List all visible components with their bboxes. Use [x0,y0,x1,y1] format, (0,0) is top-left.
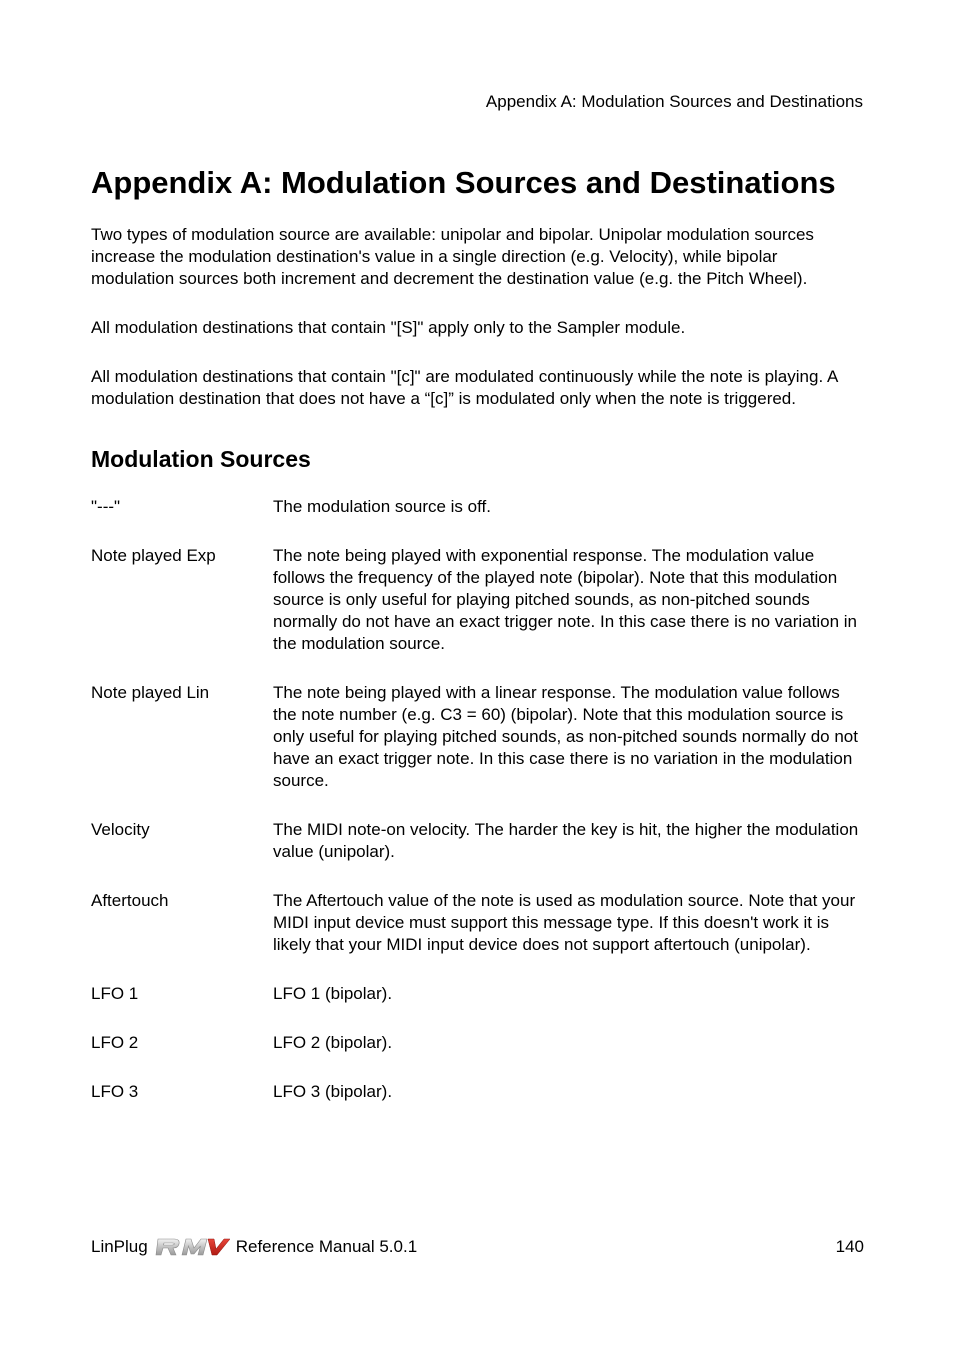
modulation-sources-list [91,496,864,1103]
list-item [91,1032,864,1054]
page-footer [91,1236,864,1258]
section-heading: Modulation Sources [91,446,311,472]
page-title: Appendix A: Modulation Sources and Destinations [91,165,836,200]
source-term: LFO 2 [91,1033,139,1052]
running-header: Appendix A: Modulation Sources and Destinations [485,92,863,111]
source-term: Note played Exp [91,546,216,565]
source-description: The note being played with exponential response. The modulation value follows the frequency of the played note (bipolar). Note that this modulation source is only useful for playing pitched sounds, as non-pitched sounds normally do not have an exact trigger note. In this case there is no variation in the modulation source. [273,546,857,653]
rmv-logo-icon [154,1236,230,1258]
list-item [91,890,864,956]
source-description: The MIDI note-on velocity. The harder the key is hit, the higher the modulation value (unipolar). [273,820,859,861]
source-description: The modulation source is off. [273,497,491,516]
page-number: 140 [835,1237,864,1256]
source-term: Velocity [91,820,150,839]
list-item [91,682,864,792]
source-term: "---" [91,497,121,516]
source-term: Note played Lin [91,683,210,702]
list-item [91,1081,864,1103]
continuous-note-paragraph: All modulation destinations that contain "[c]" are modulated continuously while the note is playing. A modulation destination that does not have a “[c]” is modulated only when the note is triggered. [91,367,838,408]
intro-paragraph: Two types of modulation source are available: unipolar and bipolar. Unipolar modulation sources increase the modulation destination's value in a single direction (e.g. Velocity), while bipolar modulation sources both increment and decrement the destination value (e.g. the Pitch Wheel). [91,225,814,288]
source-term: LFO 3 [91,1082,139,1101]
footer-manual-title: Reference Manual 5.0.1 [235,1237,418,1256]
page-content [91,163,864,1130]
source-description: LFO 2 (bipolar). [273,1033,393,1052]
list-item [91,496,864,518]
sampler-note-paragraph: All modulation destinations that contain "[S]" apply only to the Sampler module. [91,318,686,337]
list-item [91,819,864,863]
list-item [91,545,864,655]
source-description: LFO 3 (bipolar). [273,1082,393,1101]
source-term: LFO 1 [91,984,139,1003]
footer-brand: LinPlug [91,1237,148,1256]
source-description: The Aftertouch value of the note is used as modulation source. Note that your MIDI input device must support this message type. If this doesn't work it is likely that your MIDI input device does not support aftertouch (unipolar). [273,891,856,954]
source-description: The note being played with a linear response. The modulation value follows the note number (e.g. C3 = 60) (bipolar). Note that this modulation source is only useful for playing pitched sounds, as non-pitched sounds normally do not have an exact trigger note. In this case there is no variation in the modulation source. [273,683,858,790]
list-item [91,983,864,1005]
footer-title [91,1236,417,1258]
source-term: Aftertouch [91,891,169,910]
source-description: LFO 1 (bipolar). [273,984,393,1003]
